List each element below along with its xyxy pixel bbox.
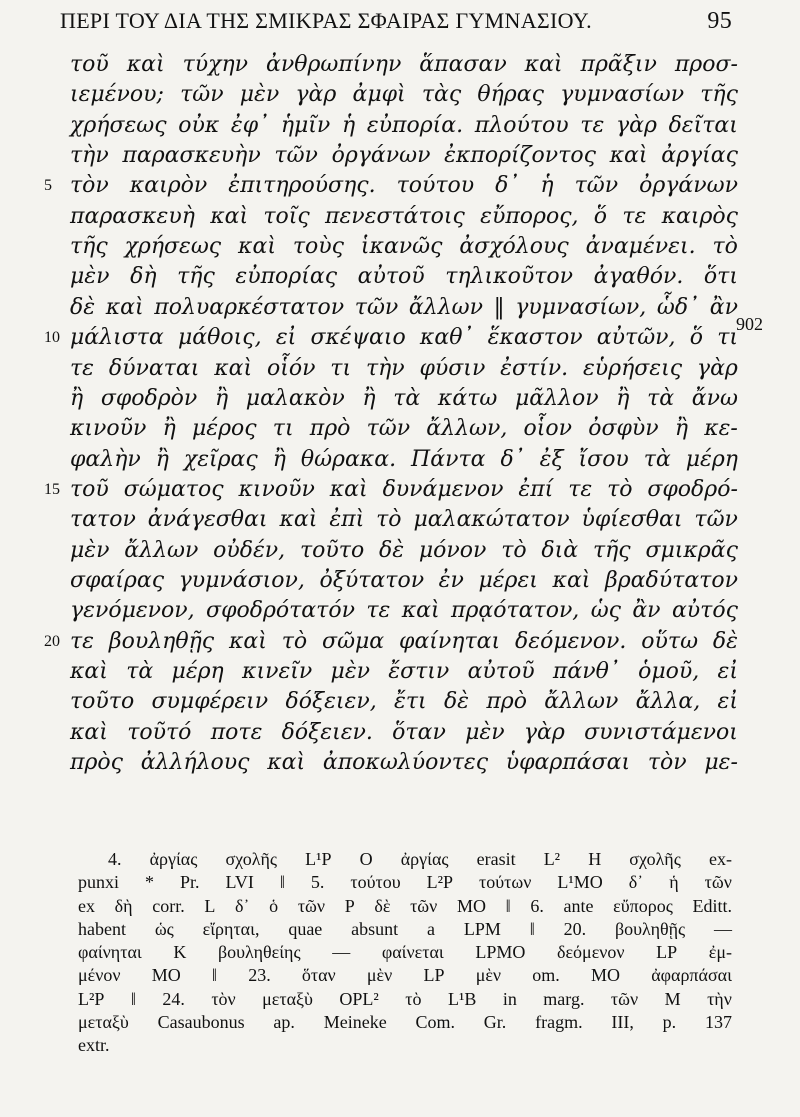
text-line bbox=[70, 657, 738, 687]
running-header bbox=[60, 8, 732, 35]
text-line-content: τοῦ καὶ τύχην ἀνθρωπίνην ἅπασαν καὶ πρᾶξιν προσ- bbox=[70, 52, 738, 77]
text-line bbox=[70, 748, 738, 778]
text-line-content: μάλιστα μάθοις, εἰ σκέψαιο καθ᾽ ἕκαστον αὐτῶν, ὅ τι bbox=[70, 325, 738, 351]
note-line: 4. ἀργίας σχολῆς L¹P O ἀργίας erasit L² H σχολῆς ex- bbox=[108, 849, 732, 869]
text-line bbox=[70, 171, 738, 201]
note-line: μεταξὺ Casaubonus ap. Meineke Com. Gr. fragm. III, p. 137 bbox=[78, 1012, 732, 1033]
text-line bbox=[70, 202, 738, 232]
text-line-content: τοῦ σώματος κινοῦν καὶ δυνάμενον ἐπί τε τὸ σφοδρό- bbox=[70, 476, 738, 502]
line-number: 5 bbox=[44, 177, 52, 195]
text-line-content: σφαίρας γυμνάσιον, ὀξύτατον ἐν μέρει καὶ βραδύτατον bbox=[70, 567, 738, 593]
note-line: ex δὴ corr. L δ᾽ ὁ τῶν P δὲ τῶν MO ‖ 6. ante εὔπορος Editt. bbox=[78, 895, 732, 916]
note-line: punxi * Pr. LVI ‖ 5. τούτου L²P τούτων L¹MO δ᾽ ἡ τῶν bbox=[78, 872, 732, 893]
text-line bbox=[70, 354, 738, 384]
text-line-content: καὶ τοῦτό ποτε δόξειεν. ὅταν μὲν γὰρ συνιστάμενοι bbox=[70, 719, 738, 745]
text-line-content: τατον ἀνάγεσθαι καὶ ἐπὶ τὸ μαλακώτατον ὑφίεσθαι τῶν bbox=[70, 507, 738, 533]
text-line bbox=[70, 262, 738, 292]
text-line bbox=[70, 445, 738, 475]
text-line-content: χρήσεως οὐκ ἐφ᾽ ἡμῖν ἡ εὐπορία. πλούτου τε γὰρ δεῖται bbox=[70, 112, 738, 138]
text-line bbox=[70, 50, 738, 80]
line-number: 15 bbox=[44, 480, 60, 498]
text-line-content: μὲν ἄλλων οὐδέν, τοῦτο δὲ μόνον τὸ διὰ τῆς σμικρᾶς bbox=[70, 537, 738, 563]
text-line-content: παρασκευὴ καὶ τοῖς πενεστάτοις εὔπορος, ὅ τε καιρὸς bbox=[70, 203, 738, 229]
text-line bbox=[70, 718, 738, 748]
margin-page-marker: 902 bbox=[736, 314, 763, 334]
text-line-content: πρὸς ἀλλήλους καὶ ἀποκωλύοντες ὑφαρπάσαι τὸν με- bbox=[70, 750, 738, 776]
text-line bbox=[70, 323, 738, 353]
text-line-content: τε δύναται καὶ οἷόν τι τὴν φύσιν ἐστίν. εὑρήσεις γὰρ bbox=[70, 355, 738, 381]
text-line bbox=[70, 566, 738, 596]
text-line-content: ιεμένου; τῶν μὲν γὰρ ἀμφὶ τὰς θήρας γυμνασίων τῆς bbox=[70, 82, 738, 108]
text-line-content: καὶ τὰ μέρη κινεῖν μὲν ἔστιν αὐτοῦ πάνθ᾽ ὁμοῦ, εἰ bbox=[70, 659, 738, 684]
text-line bbox=[70, 111, 738, 141]
text-line-content: τε βουληθῇς καὶ τὸ σῶμα φαίνηται δεόμενον. οὕτω δὲ bbox=[70, 628, 738, 654]
line-number: 10 bbox=[44, 329, 60, 347]
text-line bbox=[70, 536, 738, 566]
text-line-content: μὲν δὴ τῆς εὐπορίας αὐτοῦ τηλικοῦτον ἀγαθόν. ὅτι bbox=[70, 264, 738, 290]
text-line bbox=[70, 596, 738, 626]
running-title: ΠΕΡΙ ΤΟΥ ΔΙΑ ΤΗΣ ΣΜΙΚΡΑΣ ΣΦΑΙΡΑΣ ΓΥΜΝΑΣΙΟΥ. bbox=[60, 8, 592, 33]
note-line: extr. bbox=[78, 1035, 110, 1056]
line-number: 20 bbox=[44, 632, 60, 650]
text-line-content: δὲ καὶ πολυαρκέστατον τῶν ἄλλων ‖ γυμνασίων, ὧδ᾽ ἂν bbox=[70, 294, 738, 320]
text-line bbox=[70, 687, 738, 717]
note-line: L²P ‖ 24. τὸν μεταξὺ OPL² τὸ L¹B in marg. τῶν M τὴν bbox=[78, 988, 732, 1009]
text-line-content: κινοῦν ἢ μέρος τι πρὸ τῶν ἄλλων, οἷον ὀσφὺν ἢ κε- bbox=[70, 416, 738, 442]
note-line: μένον MO ‖ 23. ὅταν μὲν LP μὲν om. MO ἀφαρπάσαι bbox=[78, 965, 732, 986]
note-line: habent ὡς εἴρηται, quae absunt a LPM ‖ 20. βουληθῇς — bbox=[78, 918, 732, 939]
text-line-content: τὴν παρασκευὴν τῶν ὀργάνων ἐκπορίζοντος καὶ ἀργίας bbox=[70, 143, 738, 169]
text-line bbox=[70, 414, 738, 444]
text-line bbox=[70, 475, 738, 505]
text-line-content: τοῦτο συμφέρειν δόξειεν, ἔτι δὲ πρὸ ἄλλων ἄλλα, εἰ bbox=[70, 689, 738, 715]
text-line-content: τὸν καιρὸν ἐπιτηρούσης. τούτου δ᾽ ἡ τῶν ὀργάνων bbox=[70, 173, 738, 199]
critical-apparatus bbox=[78, 848, 732, 1058]
text-line bbox=[70, 141, 738, 171]
text-line-content: ἢ σφοδρὸν ἢ μαλακὸν ἢ τὰ κάτω μᾶλλον ἢ τὰ ἄνω bbox=[70, 385, 738, 411]
text-line bbox=[70, 505, 738, 535]
text-line bbox=[70, 293, 738, 323]
text-line-content: γενόμενον, σφοδρότατόν τε καὶ πρᾳότατον, ὡς ἂν αὐτός bbox=[70, 598, 738, 624]
note-line: φαίνηται K βουληθείης — φαίνεται LPMO δεόμενον LP ἐμ- bbox=[78, 942, 732, 963]
page-number: 95 bbox=[707, 8, 732, 34]
text-line bbox=[70, 80, 738, 110]
text-line bbox=[70, 627, 738, 657]
text-line bbox=[70, 232, 738, 262]
text-line-content: φαλὴν ἢ χεῖρας ἢ θώρακα. Πάντα δ᾽ ἐξ ἴσου τὰ μέρη bbox=[70, 446, 738, 472]
text-line-content: τῆς χρήσεως καὶ τοὺς ἱκανῶς ἀσχόλους ἀναμένει. τὸ bbox=[70, 234, 738, 260]
text-line bbox=[70, 384, 738, 414]
